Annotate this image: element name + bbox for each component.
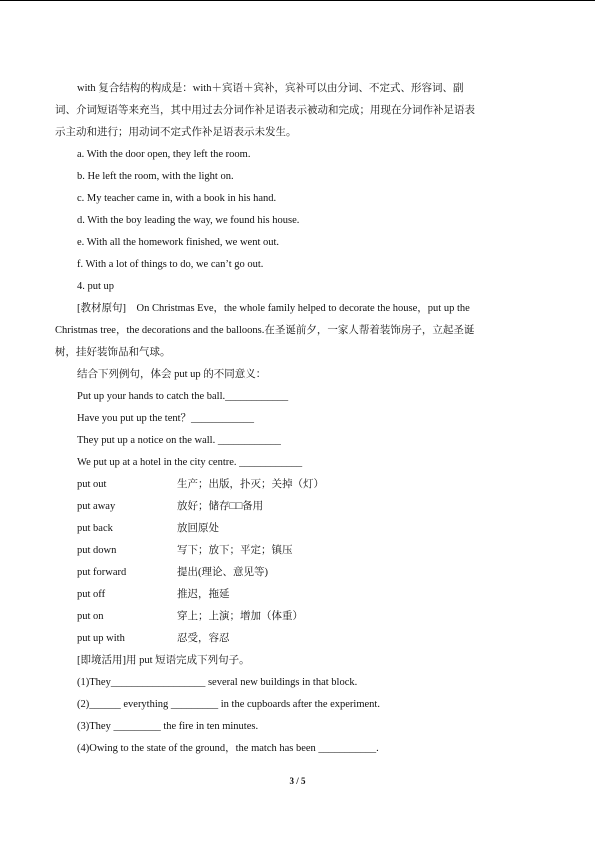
phrase: put down xyxy=(77,545,117,556)
exercise-item: (3)They _________ the fire in ten minutes. xyxy=(77,721,259,732)
phrase-row xyxy=(55,584,542,606)
phrase-meaning: 推迟，拖延 xyxy=(177,589,230,600)
phrase: put on xyxy=(77,611,104,622)
phrase-meaning: 放好；储存□□备用 xyxy=(177,501,264,512)
phrase: put forward xyxy=(77,567,127,578)
with-example: b. He left the room, with the light on. xyxy=(77,171,234,182)
with-example: c. My teacher came in, with a book in his hand. xyxy=(77,193,277,204)
phrase: put off xyxy=(77,589,106,600)
section-title: 4. put up xyxy=(77,281,115,292)
example-sentence: They put up a notice on the wall. ____________ xyxy=(77,435,281,446)
with-example: d. With the boy leading the way, we found his house. xyxy=(77,215,300,226)
phrase-row xyxy=(55,496,542,518)
phrase-meaning: 提出(理论、意见等) xyxy=(177,567,268,578)
example-sentence: Put up your hands to catch the ball.____________ xyxy=(77,391,289,402)
header-rule xyxy=(0,0,595,1)
phrase-meaning: 穿上；上演；增加（体重） xyxy=(177,611,303,622)
exercise-item: (2)______ everything _________ in the cupboards after the experiment. xyxy=(77,699,380,710)
page-number: 3 / 5 xyxy=(289,776,306,786)
intro-line: 词、介词短语等来充当，其中用过去分词作补足语表示被动和完成；用现在分词作补足语表 xyxy=(55,105,475,116)
with-example: f. With a lot of things to do, we can’t go out. xyxy=(77,259,264,270)
phrase-meaning: 生产；出版，扑灭；关掉（灯） xyxy=(177,479,324,490)
example-sentence: Have you put up the tent？____________ xyxy=(77,413,255,424)
phrase-row xyxy=(55,518,542,540)
practice-heading: [即境活用]用 put 短语完成下列句子。 xyxy=(77,655,250,666)
with-example: a. With the door open, they left the room. xyxy=(77,149,251,160)
with-example: e. With all the homework finished, we went out. xyxy=(77,237,280,248)
intro-line: 示主动和进行；用动词不定式作补足语表示未发生。 xyxy=(55,127,297,138)
phrase-row xyxy=(55,628,542,650)
source-sentence-line: Christmas tree，the decorations and the balloons.在圣诞前夕，一家人帮着装饰房子，立起圣诞 xyxy=(55,325,475,336)
phrase-meaning: 忍受，容忍 xyxy=(177,633,230,644)
source-sentence-line: 树，挂好装饰品和气球。 xyxy=(55,347,171,358)
phrase-row xyxy=(55,540,542,562)
phrase-meaning: 放回原处 xyxy=(177,523,219,534)
instruction: 结合下列例句，体会 put up 的不同意义： xyxy=(77,369,267,380)
intro-line: with 复合结构的构成是：with＋宾语＋宾补，宾补可以由分词、不定式、形容词、副 xyxy=(77,83,464,94)
document-body xyxy=(55,78,542,760)
source-sentence-line: [教材原句] On Christmas Eve，the whole family helped to decorate the house，put up the xyxy=(77,303,470,314)
exercise-item: (4)Owing to the state of the ground，the match has been ___________. xyxy=(77,743,379,754)
phrase-row xyxy=(55,562,542,584)
phrase-row xyxy=(55,474,542,496)
phrase: put away xyxy=(77,501,116,512)
exercise-item: (1)They__________________ several new buildings in that block. xyxy=(77,677,358,688)
phrase: put back xyxy=(77,523,113,534)
phrase: put out xyxy=(77,479,107,490)
phrase: put up with xyxy=(77,633,125,644)
phrase-row xyxy=(55,606,542,628)
example-sentence: We put up at a hotel in the city centre. ____________ xyxy=(77,457,303,468)
phrase-meaning: 写下；放下；平定；镇压 xyxy=(177,545,293,556)
